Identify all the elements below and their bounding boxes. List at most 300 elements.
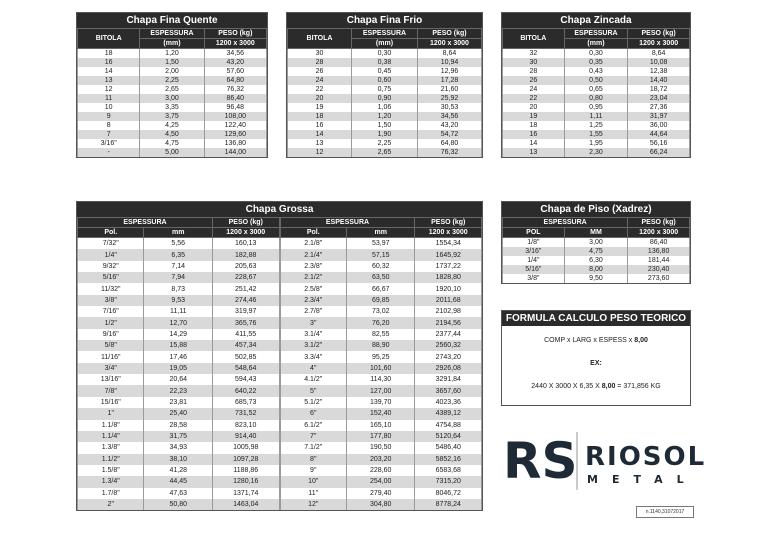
- table-row: [78, 397, 280, 408]
- col-pol: POL: [503, 228, 565, 238]
- cell-size: 3/16": [78, 139, 140, 148]
- table-row: [503, 103, 690, 112]
- cell-thickness: 41,28: [144, 465, 213, 476]
- cell-weight: 7315,20: [415, 476, 482, 487]
- cell-weight: 64,80: [417, 139, 481, 148]
- cell-size: 3/4": [78, 363, 144, 374]
- cell-thickness: 4,50: [140, 130, 204, 139]
- table-row: [78, 85, 267, 94]
- table-row: [280, 397, 482, 408]
- cell-thickness: 5,00: [140, 148, 204, 157]
- cell-weight: 640,22: [212, 385, 279, 396]
- cell-thickness: 0,75: [352, 85, 418, 94]
- cell-size: 3/8": [78, 295, 144, 306]
- table-row: [503, 256, 690, 265]
- cell-size: 3": [280, 317, 346, 328]
- cell-weight: 1188,86: [212, 465, 279, 476]
- formula-box: [501, 310, 691, 406]
- cell-thickness: 0,80: [564, 94, 628, 103]
- col-peso: PESO (kg): [628, 29, 690, 39]
- cell-weight: 129,60: [204, 130, 266, 139]
- table-row: [78, 295, 280, 306]
- table-row: [78, 148, 267, 157]
- cell-size: 14: [78, 67, 140, 76]
- cell-thickness: 15,88: [144, 340, 213, 351]
- cell-thickness: 69,85: [346, 295, 415, 306]
- cell-thickness: 101,60: [346, 363, 415, 374]
- cell-size: 1.7/8": [78, 488, 144, 499]
- cell-thickness: 304,80: [346, 499, 415, 510]
- cell-size: 2.7/8": [280, 306, 346, 317]
- table-row: [78, 249, 280, 260]
- cell-thickness: 2,65: [352, 148, 418, 157]
- col-espessura-unit: (mm): [352, 39, 418, 49]
- table-row: [288, 112, 482, 121]
- table-row: [78, 261, 280, 272]
- table-row: [288, 85, 482, 94]
- col-espessura: ESPESSURA: [280, 218, 415, 228]
- cell-thickness: 50,80: [144, 499, 213, 510]
- cell-thickness: 8,73: [144, 283, 213, 294]
- cell-weight: 251,42: [212, 283, 279, 294]
- cell-thickness: 0,50: [564, 76, 628, 85]
- table-row: [288, 58, 482, 67]
- cell-size: 12": [280, 499, 346, 510]
- cell-thickness: 0,65: [564, 85, 628, 94]
- cell-thickness: 1,50: [352, 121, 418, 130]
- table-row: [280, 499, 482, 510]
- cell-thickness: 0,38: [352, 58, 418, 67]
- table-row: [78, 385, 280, 396]
- cell-size: 1/8": [503, 238, 565, 248]
- cell-weight: 2926,08: [415, 363, 482, 374]
- cell-size: 22: [503, 94, 565, 103]
- cell-size: 11/16": [78, 351, 144, 362]
- cell-size: 2.1/8": [280, 238, 346, 250]
- cell-weight: 12,38: [628, 67, 690, 76]
- col-mm: mm: [144, 228, 213, 238]
- cell-weight: 57,60: [204, 67, 266, 76]
- cell-size: 1.3/8": [78, 442, 144, 453]
- cell-weight: 1097,28: [212, 454, 279, 465]
- cell-weight: 4023,36: [415, 397, 482, 408]
- cell-weight: 823,10: [212, 420, 279, 431]
- cell-thickness: 1,55: [564, 130, 628, 139]
- cell-weight: 731,52: [212, 408, 279, 419]
- cell-size: 1.1/2": [78, 454, 144, 465]
- cell-weight: 10,94: [417, 58, 481, 67]
- cell-thickness: 38,10: [144, 454, 213, 465]
- cell-thickness: 0,43: [564, 67, 628, 76]
- cell-size: 1.3/4": [78, 476, 144, 487]
- col-peso: PESO (kg): [212, 218, 279, 228]
- cell-weight: 1371,74: [212, 488, 279, 499]
- cell-thickness: 25,40: [144, 408, 213, 419]
- cell-thickness: 7,94: [144, 272, 213, 283]
- cell-thickness: 2,25: [140, 76, 204, 85]
- table-row: [280, 272, 482, 283]
- col-espessura-unit: (mm): [564, 39, 628, 49]
- cell-size: 3/8": [503, 274, 565, 283]
- cell-thickness: 73,02: [346, 306, 415, 317]
- cell-size: 2.5/8": [280, 283, 346, 294]
- col-mm: MM: [564, 228, 628, 238]
- formula-line: [502, 337, 690, 344]
- formula-title: FORMULA CALCULO PESO TEORICO: [502, 311, 690, 326]
- cell-size: 22: [288, 85, 352, 94]
- cell-weight: 365,76: [212, 317, 279, 328]
- cell-size: 1/4": [503, 256, 565, 265]
- cell-thickness: 53,97: [346, 238, 415, 250]
- table-row: [503, 76, 690, 85]
- table-row: [280, 306, 482, 317]
- cell-thickness: 2,00: [140, 67, 204, 76]
- col-peso-dim: 1200 x 3000: [417, 39, 481, 49]
- table-title: Chapa Fina Frio: [287, 13, 482, 28]
- cell-size: 26: [288, 67, 352, 76]
- table-row: [280, 385, 482, 396]
- cell-thickness: 88,90: [346, 340, 415, 351]
- cell-size: 12: [288, 148, 352, 157]
- cell-weight: 914,40: [212, 431, 279, 442]
- cell-size: 5/16": [78, 272, 144, 283]
- cell-thickness: 228,60: [346, 465, 415, 476]
- cell-weight: 8778,24: [415, 499, 482, 510]
- col-mm: mm: [346, 228, 415, 238]
- logo-sub: METAL: [587, 473, 698, 486]
- cell-size: 1/4": [78, 249, 144, 260]
- cell-size: 2.3/8": [280, 261, 346, 272]
- table-row: [503, 67, 690, 76]
- cell-size: 14: [503, 139, 565, 148]
- col-bitola: BITOLA: [503, 29, 565, 49]
- col-pol: Pol.: [280, 228, 346, 238]
- cell-thickness: 127,00: [346, 385, 415, 396]
- cell-thickness: 0,30: [564, 49, 628, 59]
- table-row: [288, 103, 482, 112]
- table-row: [503, 130, 690, 139]
- cell-weight: 6583,68: [415, 465, 482, 476]
- cell-weight: 5120,64: [415, 431, 482, 442]
- cell-thickness: 7,14: [144, 261, 213, 272]
- formula-example: [502, 383, 690, 390]
- cell-weight: 31,97: [628, 112, 690, 121]
- table-row: [78, 408, 280, 419]
- cell-size: 1/2": [78, 317, 144, 328]
- table-row: [78, 454, 280, 465]
- cell-size: 32: [503, 49, 565, 59]
- cell-thickness: 1,95: [564, 139, 628, 148]
- cell-weight: 2011,68: [415, 295, 482, 306]
- cell-thickness: 0,90: [352, 94, 418, 103]
- cell-thickness: 4,75: [140, 139, 204, 148]
- col-peso-dim: 1200 x 3000: [628, 39, 690, 49]
- table-chapa-grossa: [76, 201, 483, 511]
- col-peso: PESO (kg): [204, 29, 266, 39]
- cell-weight: 25,92: [417, 94, 481, 103]
- cell-weight: 181,44: [628, 256, 690, 265]
- col-peso: PESO (kg): [628, 218, 690, 228]
- cell-size: 9/32": [78, 261, 144, 272]
- cell-thickness: 1,25: [564, 121, 628, 130]
- col-bitola: BITOLA: [288, 29, 352, 49]
- table-row: [503, 58, 690, 67]
- cell-weight: 36,00: [628, 121, 690, 130]
- cell-size: 13: [503, 148, 565, 157]
- cell-thickness: 17,46: [144, 351, 213, 362]
- cell-thickness: 2,25: [352, 139, 418, 148]
- cell-thickness: 165,10: [346, 420, 415, 431]
- cell-size: 11/32": [78, 283, 144, 294]
- cell-size: 24: [288, 76, 352, 85]
- cell-thickness: 0,30: [352, 49, 418, 59]
- cell-thickness: 1,20: [140, 49, 204, 59]
- cell-weight: 3657,60: [415, 385, 482, 396]
- cell-thickness: 139,70: [346, 397, 415, 408]
- cell-thickness: 12,70: [144, 317, 213, 328]
- table-row: [503, 85, 690, 94]
- cell-weight: 108,00: [204, 112, 266, 121]
- cell-thickness: 66,67: [346, 283, 415, 294]
- col-bitola: BITOLA: [78, 29, 140, 49]
- cell-size: 18: [78, 49, 140, 59]
- cell-size: 28: [503, 67, 565, 76]
- table-row: [78, 238, 280, 250]
- table-row: [78, 488, 280, 499]
- cell-thickness: 3,00: [564, 238, 628, 248]
- cell-weight: 4389,12: [415, 408, 482, 419]
- cell-thickness: 5,56: [144, 238, 213, 250]
- table-row: [78, 130, 267, 139]
- table-row: [280, 283, 482, 294]
- example-result: = 371,856 KG: [615, 383, 661, 390]
- cell-weight: 21,60: [417, 85, 481, 94]
- cell-thickness: 0,95: [564, 103, 628, 112]
- cell-size: 14: [288, 130, 352, 139]
- table-chapa-fina-frio: [286, 12, 483, 158]
- table-chapa-zincada: [501, 12, 691, 158]
- cell-size: 9/16": [78, 329, 144, 340]
- cell-thickness: 203,20: [346, 454, 415, 465]
- cell-size: 1.1/4": [78, 431, 144, 442]
- table-row: [503, 247, 690, 256]
- cell-weight: 17,28: [417, 76, 481, 85]
- cell-thickness: 9,50: [564, 274, 628, 283]
- table-row: [288, 139, 482, 148]
- table-row: [78, 121, 267, 130]
- cell-weight: 548,64: [212, 363, 279, 374]
- table-row: [280, 454, 482, 465]
- table-row: [288, 121, 482, 130]
- cell-thickness: 60,32: [346, 261, 415, 272]
- cell-weight: 205,63: [212, 261, 279, 272]
- table-row: [288, 76, 482, 85]
- table-row: [288, 130, 482, 139]
- cell-thickness: 23,81: [144, 397, 213, 408]
- cell-weight: 18,72: [628, 85, 690, 94]
- col-peso-dim: 1200 x 3000: [212, 228, 279, 238]
- col-pol: Pol.: [78, 228, 144, 238]
- cell-weight: 66,24: [628, 148, 690, 157]
- cell-thickness: 34,93: [144, 442, 213, 453]
- cell-weight: 230,40: [628, 265, 690, 274]
- cell-thickness: 31,75: [144, 431, 213, 442]
- table-row: [503, 265, 690, 274]
- table-row: [280, 431, 482, 442]
- table-row: [78, 283, 280, 294]
- cell-size: 28: [288, 58, 352, 67]
- table-row: [78, 112, 267, 121]
- cell-thickness: 19,05: [144, 363, 213, 374]
- cell-thickness: 152,40: [346, 408, 415, 419]
- cell-weight: 76,32: [204, 85, 266, 94]
- table-row: [280, 465, 482, 476]
- cell-weight: 43,20: [417, 121, 481, 130]
- cell-weight: 34,56: [417, 112, 481, 121]
- table-title: Chapa Fina Quente: [77, 13, 267, 28]
- cell-thickness: 8,00: [564, 265, 628, 274]
- cell-thickness: 3,35: [140, 103, 204, 112]
- cell-size: 10": [280, 476, 346, 487]
- cell-weight: 8046,72: [415, 488, 482, 499]
- table-row: [78, 272, 280, 283]
- table-row: [78, 351, 280, 362]
- table-row: [78, 499, 280, 510]
- cell-thickness: 76,20: [346, 317, 415, 328]
- cell-thickness: 28,58: [144, 420, 213, 431]
- logo-mark: RS: [503, 432, 578, 490]
- cell-size: 1.5/8": [78, 465, 144, 476]
- cell-weight: 160,13: [212, 238, 279, 250]
- cell-thickness: 20,64: [144, 374, 213, 385]
- col-espessura-unit: (mm): [140, 39, 204, 49]
- cell-weight: 10,08: [628, 58, 690, 67]
- cell-size: 3/16": [503, 247, 565, 256]
- table-row: [280, 317, 482, 328]
- table-title: Chapa Grossa: [77, 202, 482, 217]
- cell-size: 7.1/2": [280, 442, 346, 453]
- cell-size: 7/16": [78, 306, 144, 317]
- cell-size: 20: [503, 103, 565, 112]
- cell-size: 11": [280, 488, 346, 499]
- cell-size: 19: [288, 103, 352, 112]
- cell-size: 30: [503, 58, 565, 67]
- cell-thickness: 6,35: [144, 249, 213, 260]
- cell-size: 10: [78, 103, 140, 112]
- cell-size: 13: [288, 139, 352, 148]
- table-row: [503, 112, 690, 121]
- cell-size: 18: [503, 121, 565, 130]
- cell-thickness: 6,30: [564, 256, 628, 265]
- cell-weight: 1645,92: [415, 249, 482, 260]
- cell-weight: 54,72: [417, 130, 481, 139]
- cell-weight: 136,80: [628, 247, 690, 256]
- cell-thickness: 177,80: [346, 431, 415, 442]
- table-row: [78, 363, 280, 374]
- cell-weight: 319,97: [212, 306, 279, 317]
- cell-size: 13: [78, 76, 140, 85]
- cell-size: 7": [280, 431, 346, 442]
- cell-weight: 2194,56: [415, 317, 482, 328]
- formula-example-label: EX:: [590, 360, 602, 367]
- cell-size: 15/16": [78, 397, 144, 408]
- table-row: [280, 442, 482, 453]
- cell-weight: 594,43: [212, 374, 279, 385]
- table-chapa-fina-quente: [76, 12, 268, 158]
- cell-weight: 1737,22: [415, 261, 482, 272]
- cell-size: 20: [288, 94, 352, 103]
- col-peso-dim: 1200 x 3000: [415, 228, 482, 238]
- table-row: [78, 67, 267, 76]
- cell-size: 7/8": [78, 385, 144, 396]
- cell-thickness: 95,25: [346, 351, 415, 362]
- cell-size: 24: [503, 85, 565, 94]
- table-row: [280, 261, 482, 272]
- formula-text: COMP x LARG x ESPESS x: [544, 337, 635, 344]
- cell-thickness: 1,11: [564, 112, 628, 121]
- cell-weight: 4754,88: [415, 420, 482, 431]
- table-row: [78, 329, 280, 340]
- table-row: [78, 420, 280, 431]
- table-row: [78, 306, 280, 317]
- cell-size: 11: [78, 94, 140, 103]
- cell-size: 2.3/4": [280, 295, 346, 306]
- cell-weight: 27,36: [628, 103, 690, 112]
- cell-weight: 2102,98: [415, 306, 482, 317]
- cell-thickness: 3,75: [140, 112, 204, 121]
- cell-weight: 502,85: [212, 351, 279, 362]
- table-row: [503, 94, 690, 103]
- cell-size: 5": [280, 385, 346, 396]
- table-row: [280, 329, 482, 340]
- cell-thickness: 1,50: [140, 58, 204, 67]
- cell-weight: 2377,44: [415, 329, 482, 340]
- cell-size: 2.1/2": [280, 272, 346, 283]
- table-row: [78, 465, 280, 476]
- table-row: [280, 295, 482, 306]
- cell-size: 2.1/4": [280, 249, 346, 260]
- table-chapa-piso-xadrez: [501, 201, 691, 284]
- table-row: [78, 442, 280, 453]
- table-row: [503, 148, 690, 157]
- table-row: [288, 67, 482, 76]
- col-peso-dim: 1200 x 3000: [204, 39, 266, 49]
- cell-size: 16: [503, 130, 565, 139]
- col-peso: PESO (kg): [417, 29, 481, 39]
- cell-weight: 76,32: [417, 148, 481, 157]
- table-row: [78, 139, 267, 148]
- cell-size: 8": [280, 454, 346, 465]
- cell-size: 9": [280, 465, 346, 476]
- table-row: [280, 488, 482, 499]
- cell-thickness: 14,29: [144, 329, 213, 340]
- cell-thickness: 57,15: [346, 249, 415, 260]
- cell-weight: 34,56: [204, 49, 266, 59]
- table-row: [78, 58, 267, 67]
- cell-size: 5/16": [503, 265, 565, 274]
- example-text: 2440 X 3000 X 6,35 X: [531, 383, 602, 390]
- cell-weight: 3291,84: [415, 374, 482, 385]
- cell-thickness: 2,65: [140, 85, 204, 94]
- col-peso-dim: 1200 x 3000: [628, 228, 690, 238]
- cell-thickness: 82,55: [346, 329, 415, 340]
- cell-size: 13/16": [78, 374, 144, 385]
- cell-thickness: 11,11: [144, 306, 213, 317]
- cell-size: 1.1/8": [78, 420, 144, 431]
- cell-thickness: 3,00: [140, 94, 204, 103]
- table-row: [503, 274, 690, 283]
- cell-thickness: 1,06: [352, 103, 418, 112]
